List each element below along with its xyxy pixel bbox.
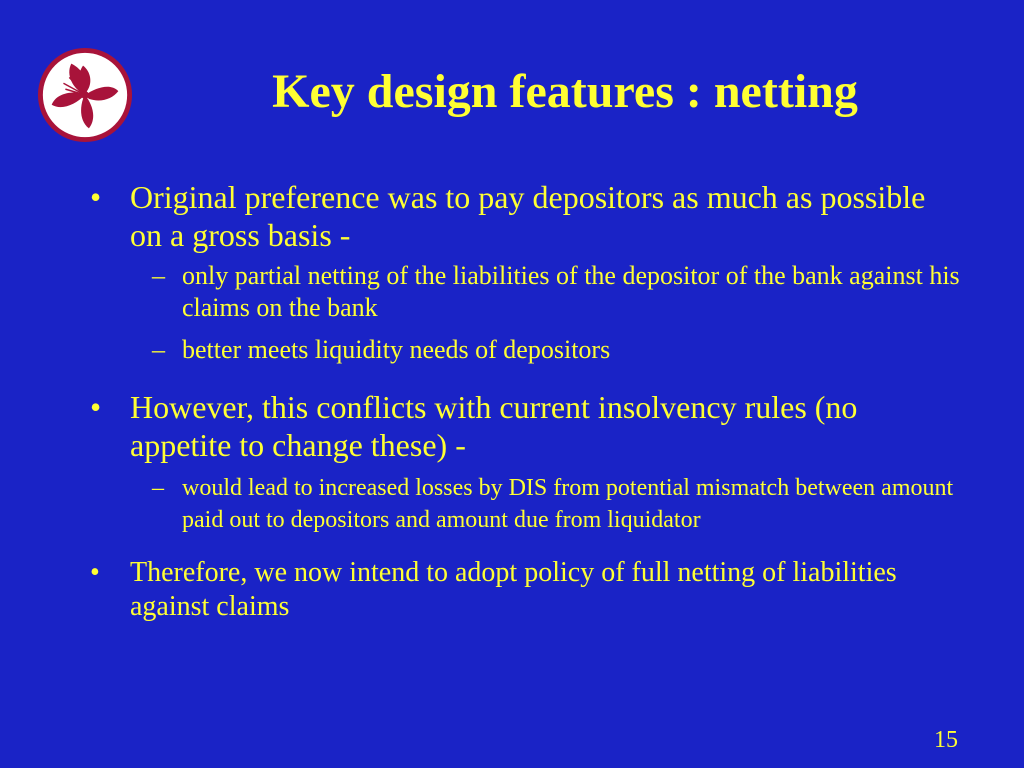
bullet-text: Therefore, we now intend to adopt policy of full netting of liabilities against claims <box>130 557 897 622</box>
sub-bullet-marker: – <box>152 475 164 501</box>
bullet-text: Original preference was to pay depositors as much as possible on a gross basis - <box>130 179 926 253</box>
slide-content <box>90 178 960 624</box>
bauhinia-flower-icon <box>36 46 134 144</box>
bullet-marker: • <box>90 389 102 425</box>
page-number: 15 <box>934 727 958 753</box>
bullet-marker: • <box>90 179 102 215</box>
bullet-3 <box>90 556 960 624</box>
sub-bullet-1-2 <box>90 334 960 366</box>
sub-bullet-text: only partial netting of the liabilities of the depositor of the bank against his claims on the bank <box>182 261 960 322</box>
bullet-2 <box>90 388 960 464</box>
sub-bullet-marker: – <box>152 261 165 290</box>
slide-title: Key design features : netting <box>272 65 858 118</box>
sub-bullet-text: better meets liquidity needs of depositors <box>182 335 611 364</box>
bullet-marker: • <box>90 557 100 588</box>
logo <box>36 46 134 144</box>
sub-bullet-1-1 <box>90 260 960 324</box>
sub-bullet-text: would lead to increased losses by DIS from potential mismatch between amount paid out to depositors and amount due from liquidator <box>182 475 954 533</box>
bullet-1 <box>90 178 960 254</box>
sub-bullet-marker: – <box>152 335 165 364</box>
sub-bullet-2-1 <box>90 472 960 536</box>
bullet-text: However, this conflicts with current insolvency rules (no appetite to change these) - <box>130 389 858 463</box>
